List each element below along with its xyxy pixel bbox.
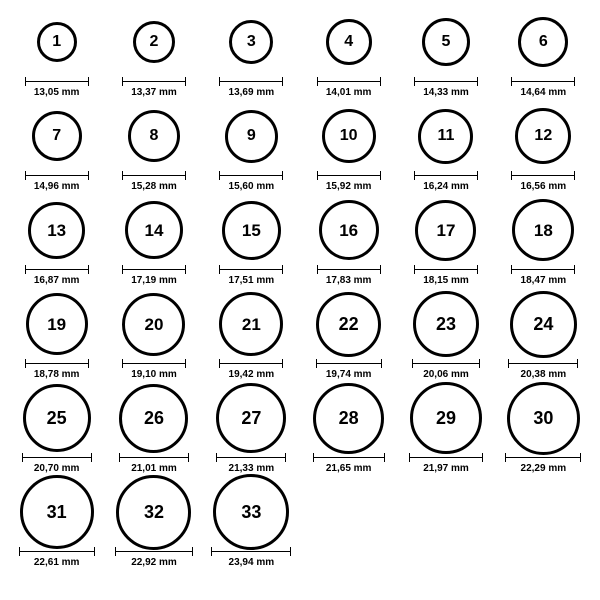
measure-line bbox=[511, 269, 575, 270]
ring-cell[interactable] bbox=[8, 480, 105, 574]
ring-size-label: 3 bbox=[246, 33, 256, 50]
ring-circle-wrap bbox=[415, 198, 476, 262]
ring-cell[interactable] bbox=[105, 10, 202, 104]
measure-tick-left bbox=[412, 359, 413, 368]
measure-tick-right bbox=[88, 265, 89, 274]
measure-line bbox=[122, 81, 186, 82]
ring-cell[interactable] bbox=[300, 292, 397, 386]
ring-circle bbox=[225, 110, 278, 163]
ring-size-label: 8 bbox=[149, 127, 159, 144]
ring-cell[interactable] bbox=[8, 10, 105, 104]
diameter-measure-bar bbox=[25, 171, 89, 180]
measure-line bbox=[414, 175, 478, 176]
measure-line bbox=[115, 551, 193, 552]
ring-size-label: 31 bbox=[46, 502, 67, 522]
ring-circle bbox=[133, 21, 175, 63]
ring-size-label: 13 bbox=[47, 220, 67, 240]
ring-size-label: 29 bbox=[435, 408, 456, 428]
ring-circle bbox=[410, 382, 482, 454]
ring-size-label: 2 bbox=[149, 33, 159, 50]
measure-line bbox=[511, 175, 575, 176]
measure-tick-left bbox=[219, 77, 220, 86]
measure-tick-right bbox=[477, 265, 478, 274]
measure-tick-right bbox=[88, 171, 89, 180]
measure-tick-right bbox=[574, 77, 575, 86]
measure-tick-left bbox=[25, 77, 26, 86]
ring-size-label: 14 bbox=[144, 220, 164, 240]
measure-tick-left bbox=[511, 265, 512, 274]
ring-size-label: 16 bbox=[339, 220, 359, 240]
measure-tick-right bbox=[185, 171, 186, 180]
measure-tick-left bbox=[409, 453, 410, 462]
measure-tick-right bbox=[185, 359, 186, 368]
diameter-label: 19,74 mm bbox=[325, 369, 372, 380]
diameter-measure-bar bbox=[414, 171, 478, 180]
measure-line bbox=[219, 363, 283, 364]
measure-line bbox=[505, 457, 581, 458]
ring-cell[interactable] bbox=[495, 104, 592, 198]
diameter-label: 17,83 mm bbox=[325, 275, 372, 286]
diameter-label: 19,42 mm bbox=[228, 369, 275, 380]
ring-circle-wrap bbox=[326, 10, 372, 74]
measure-tick-left bbox=[25, 359, 26, 368]
measure-tick-right bbox=[282, 171, 283, 180]
ring-circle-wrap bbox=[213, 480, 289, 544]
ring-circle-wrap bbox=[518, 10, 568, 74]
measure-line bbox=[409, 457, 483, 458]
ring-circle bbox=[20, 475, 94, 549]
ring-cell[interactable] bbox=[300, 10, 397, 104]
measure-tick-left bbox=[511, 171, 512, 180]
measure-line bbox=[316, 363, 382, 364]
diameter-measure-bar bbox=[511, 265, 575, 274]
measure-line bbox=[313, 457, 385, 458]
ring-circle bbox=[326, 19, 372, 65]
ring-circle bbox=[229, 20, 273, 64]
diameter-label: 15,60 mm bbox=[228, 181, 275, 192]
diameter-label: 21,33 mm bbox=[228, 463, 275, 474]
diameter-label: 20,70 mm bbox=[33, 463, 80, 474]
ring-cell[interactable] bbox=[300, 104, 397, 198]
ring-grid bbox=[8, 10, 592, 574]
diameter-label: 16,56 mm bbox=[520, 181, 567, 192]
diameter-label: 15,28 mm bbox=[131, 181, 177, 192]
diameter-measure-bar bbox=[316, 359, 382, 368]
ring-size-label: 7 bbox=[52, 127, 62, 144]
diameter-measure-bar bbox=[317, 171, 381, 180]
diameter-label: 15,92 mm bbox=[325, 181, 372, 192]
diameter-measure-bar bbox=[317, 77, 381, 86]
diameter-measure-bar bbox=[317, 265, 381, 274]
diameter-measure-bar bbox=[313, 453, 385, 462]
measure-tick-left bbox=[317, 265, 318, 274]
diameter-label: 14,01 mm bbox=[325, 87, 372, 98]
diameter-label: 18,78 mm bbox=[33, 369, 80, 380]
ring-size-label: 19 bbox=[47, 314, 67, 334]
ring-cell[interactable] bbox=[495, 292, 592, 386]
diameter-label: 16,24 mm bbox=[423, 181, 469, 192]
ring-cell[interactable] bbox=[495, 198, 592, 292]
ring-circle-wrap bbox=[37, 10, 77, 74]
ring-circle-wrap bbox=[225, 104, 278, 168]
ring-circle bbox=[216, 383, 286, 453]
measure-tick-right bbox=[380, 265, 381, 274]
measure-tick-left bbox=[211, 547, 212, 556]
diameter-label: 17,19 mm bbox=[131, 275, 177, 286]
measure-tick-right bbox=[282, 77, 283, 86]
measure-line bbox=[414, 269, 478, 270]
ring-circle-wrap bbox=[219, 292, 283, 356]
diameter-label: 16,87 mm bbox=[33, 275, 80, 286]
ring-circle bbox=[32, 111, 82, 161]
ring-circle-wrap bbox=[222, 198, 281, 262]
measure-tick-left bbox=[115, 547, 116, 556]
ring-size-label: 22 bbox=[338, 314, 359, 334]
diameter-measure-bar bbox=[115, 547, 193, 556]
ring-size-label: 6 bbox=[538, 33, 548, 50]
measure-tick-left bbox=[219, 359, 220, 368]
ring-size-label: 18 bbox=[533, 220, 553, 240]
measure-line bbox=[25, 81, 89, 82]
ring-size-label: 15 bbox=[241, 220, 261, 240]
ring-circle-wrap bbox=[116, 480, 191, 544]
diameter-label: 17,51 mm bbox=[228, 275, 275, 286]
diameter-measure-bar bbox=[122, 265, 186, 274]
diameter-measure-bar bbox=[22, 453, 92, 462]
diameter-measure-bar bbox=[25, 77, 89, 86]
measure-line bbox=[508, 363, 578, 364]
diameter-label: 21,65 mm bbox=[325, 463, 372, 474]
ring-circle bbox=[26, 293, 88, 355]
ring-cell[interactable] bbox=[203, 292, 300, 386]
ring-size-label: 23 bbox=[435, 314, 456, 334]
measure-line bbox=[414, 81, 478, 82]
diameter-measure-bar bbox=[412, 359, 480, 368]
measure-tick-left bbox=[119, 453, 120, 462]
ring-circle-wrap bbox=[119, 386, 188, 450]
ring-circle-wrap bbox=[128, 104, 180, 168]
measure-tick-right bbox=[574, 171, 575, 180]
ring-size-label: 1 bbox=[52, 33, 62, 50]
diameter-label: 21,01 mm bbox=[131, 463, 177, 474]
measure-tick-right bbox=[185, 77, 186, 86]
ring-cell[interactable] bbox=[397, 386, 494, 480]
diameter-label: 14,33 mm bbox=[423, 87, 469, 98]
ring-circle bbox=[415, 200, 476, 261]
ring-cell[interactable] bbox=[8, 292, 105, 386]
ring-circle bbox=[125, 201, 183, 259]
ring-size-label: 12 bbox=[534, 127, 553, 144]
measure-tick-left bbox=[122, 359, 123, 368]
measure-tick-left bbox=[122, 77, 123, 86]
diameter-label: 13,69 mm bbox=[228, 87, 275, 98]
ring-size-label: 10 bbox=[339, 127, 358, 144]
ring-size-label: 9 bbox=[246, 127, 256, 144]
ring-cell[interactable] bbox=[300, 198, 397, 292]
ring-cell[interactable] bbox=[105, 198, 202, 292]
ring-size-label: 28 bbox=[338, 408, 359, 428]
measure-tick-right bbox=[380, 77, 381, 86]
measure-line bbox=[119, 457, 189, 458]
measure-tick-right bbox=[384, 453, 385, 462]
ring-circle-wrap bbox=[322, 104, 376, 168]
ring-circle-wrap bbox=[20, 480, 94, 544]
ring-circle-wrap bbox=[515, 104, 571, 168]
ring-circle-wrap bbox=[512, 198, 574, 262]
measure-tick-right bbox=[91, 453, 92, 462]
diameter-measure-bar bbox=[219, 77, 283, 86]
measure-tick-right bbox=[574, 265, 575, 274]
ring-circle bbox=[515, 108, 571, 164]
ring-circle bbox=[213, 474, 289, 550]
ring-circle-wrap bbox=[229, 10, 273, 74]
ring-cell[interactable] bbox=[8, 104, 105, 198]
diameter-measure-bar bbox=[216, 453, 286, 462]
diameter-measure-bar bbox=[219, 171, 283, 180]
measure-tick-right bbox=[477, 171, 478, 180]
ring-circle-wrap bbox=[507, 386, 580, 450]
ring-circle bbox=[219, 292, 283, 356]
measure-tick-left bbox=[414, 77, 415, 86]
ring-circle-wrap bbox=[418, 104, 473, 168]
ring-circle bbox=[28, 202, 85, 259]
ring-circle bbox=[507, 382, 580, 455]
diameter-measure-bar bbox=[508, 359, 578, 368]
diameter-measure-bar bbox=[414, 265, 478, 274]
ring-size-label: 5 bbox=[441, 33, 451, 50]
ring-size-label: 33 bbox=[241, 502, 262, 522]
diameter-measure-bar bbox=[122, 359, 186, 368]
ring-cell[interactable] bbox=[495, 386, 592, 480]
measure-tick-right bbox=[94, 547, 95, 556]
diameter-measure-bar bbox=[25, 359, 89, 368]
measure-tick-left bbox=[25, 171, 26, 180]
measure-line bbox=[317, 81, 381, 82]
ring-circle-wrap bbox=[319, 198, 379, 262]
diameter-measure-bar bbox=[409, 453, 483, 462]
measure-tick-left bbox=[25, 265, 26, 274]
ring-circle bbox=[119, 384, 188, 453]
measure-tick-left bbox=[219, 171, 220, 180]
ring-size-label: 17 bbox=[436, 220, 456, 240]
measure-tick-left bbox=[122, 171, 123, 180]
ring-cell[interactable] bbox=[105, 480, 202, 574]
measure-tick-right bbox=[482, 453, 483, 462]
diameter-measure-bar bbox=[119, 453, 189, 462]
measure-line bbox=[412, 363, 480, 364]
ring-circle-wrap bbox=[510, 292, 577, 356]
measure-tick-right bbox=[88, 359, 89, 368]
ring-circle bbox=[316, 292, 381, 357]
ring-circle-wrap bbox=[125, 198, 183, 262]
diameter-label: 13,37 mm bbox=[131, 87, 177, 98]
ring-cell[interactable] bbox=[203, 480, 300, 574]
measure-tick-left bbox=[216, 453, 217, 462]
ring-cell[interactable] bbox=[495, 10, 592, 104]
ring-circle-wrap bbox=[32, 104, 82, 168]
measure-tick-right bbox=[285, 453, 286, 462]
ring-circle bbox=[222, 201, 281, 260]
measure-tick-left bbox=[19, 547, 20, 556]
ring-cell[interactable] bbox=[105, 386, 202, 480]
measure-tick-left bbox=[122, 265, 123, 274]
diameter-label: 18,47 mm bbox=[520, 275, 567, 286]
measure-line bbox=[211, 551, 291, 552]
measure-line bbox=[122, 269, 186, 270]
measure-line bbox=[25, 269, 89, 270]
ring-cell[interactable] bbox=[300, 386, 397, 480]
diameter-measure-bar bbox=[511, 77, 575, 86]
ring-size-label: 24 bbox=[533, 314, 554, 334]
ring-size-label: 21 bbox=[241, 314, 261, 334]
ring-cell[interactable] bbox=[203, 198, 300, 292]
ring-circle bbox=[413, 291, 479, 357]
ring-circle-wrap bbox=[23, 386, 91, 450]
diameter-measure-bar bbox=[219, 359, 283, 368]
diameter-label: 19,10 mm bbox=[131, 369, 177, 380]
ring-circle bbox=[116, 475, 191, 550]
ring-circle bbox=[122, 293, 185, 356]
ring-cell[interactable] bbox=[203, 104, 300, 198]
measure-line bbox=[216, 457, 286, 458]
diameter-label: 23,94 mm bbox=[228, 557, 275, 568]
ring-size-label: 25 bbox=[46, 408, 67, 428]
ring-size-label: 4 bbox=[344, 33, 354, 50]
ring-cell[interactable] bbox=[105, 292, 202, 386]
measure-line bbox=[317, 269, 381, 270]
ring-size-label: 32 bbox=[143, 502, 164, 522]
ring-circle-wrap bbox=[413, 292, 479, 356]
measure-tick-right bbox=[188, 453, 189, 462]
measure-line bbox=[317, 175, 381, 176]
measure-tick-left bbox=[508, 359, 509, 368]
measure-line bbox=[25, 363, 89, 364]
ring-circle-wrap bbox=[28, 198, 85, 262]
ring-circle-wrap bbox=[216, 386, 286, 450]
measure-line bbox=[219, 269, 283, 270]
diameter-label: 14,96 mm bbox=[33, 181, 80, 192]
diameter-measure-bar bbox=[219, 265, 283, 274]
measure-tick-right bbox=[290, 547, 291, 556]
measure-tick-left bbox=[317, 171, 318, 180]
ring-circle bbox=[518, 17, 568, 67]
measure-tick-left bbox=[317, 77, 318, 86]
diameter-measure-bar bbox=[414, 77, 478, 86]
ring-size-label: 11 bbox=[437, 127, 455, 144]
measure-line bbox=[219, 81, 283, 82]
measure-tick-right bbox=[380, 171, 381, 180]
ring-circle-wrap bbox=[122, 292, 185, 356]
measure-line bbox=[25, 175, 89, 176]
measure-tick-right bbox=[282, 265, 283, 274]
measure-tick-left bbox=[219, 265, 220, 274]
diameter-measure-bar bbox=[211, 547, 291, 556]
ring-cell[interactable] bbox=[397, 104, 494, 198]
ring-cell[interactable] bbox=[105, 104, 202, 198]
measure-tick-left bbox=[505, 453, 506, 462]
ring-circle bbox=[422, 18, 470, 66]
measure-tick-right bbox=[282, 359, 283, 368]
diameter-label: 22,29 mm bbox=[520, 463, 567, 474]
ring-circle bbox=[322, 109, 376, 163]
measure-tick-right bbox=[381, 359, 382, 368]
measure-tick-left bbox=[22, 453, 23, 462]
ring-cell[interactable] bbox=[397, 198, 494, 292]
ring-circle-wrap bbox=[422, 10, 470, 74]
measure-line bbox=[19, 551, 95, 552]
diameter-label: 18,15 mm bbox=[423, 275, 469, 286]
ring-cell[interactable] bbox=[397, 292, 494, 386]
ring-cell[interactable] bbox=[8, 386, 105, 480]
measure-tick-right bbox=[479, 359, 480, 368]
diameter-measure-bar bbox=[122, 77, 186, 86]
diameter-measure-bar bbox=[122, 171, 186, 180]
ring-circle bbox=[128, 110, 180, 162]
ring-circle-wrap bbox=[410, 386, 482, 450]
diameter-label: 22,92 mm bbox=[131, 557, 177, 568]
measure-tick-left bbox=[316, 359, 317, 368]
ring-cell[interactable] bbox=[397, 10, 494, 104]
diameter-label: 13,05 mm bbox=[33, 87, 80, 98]
measure-tick-right bbox=[577, 359, 578, 368]
measure-tick-left bbox=[414, 171, 415, 180]
measure-tick-right bbox=[88, 77, 89, 86]
ring-circle bbox=[319, 200, 379, 260]
measure-tick-right bbox=[192, 547, 193, 556]
measure-line bbox=[122, 175, 186, 176]
measure-tick-right bbox=[185, 265, 186, 274]
diameter-measure-bar bbox=[505, 453, 581, 462]
ring-size-label: 26 bbox=[143, 408, 164, 428]
measure-tick-left bbox=[313, 453, 314, 462]
ring-circle bbox=[23, 384, 91, 452]
ring-cell[interactable] bbox=[8, 198, 105, 292]
ring-circle-wrap bbox=[316, 292, 381, 356]
measure-line bbox=[219, 175, 283, 176]
diameter-label: 14,64 mm bbox=[520, 87, 567, 98]
ring-cell[interactable] bbox=[203, 386, 300, 480]
ring-circle bbox=[512, 199, 574, 261]
ring-circle bbox=[418, 109, 473, 164]
diameter-label: 20,38 mm bbox=[520, 369, 567, 380]
ring-circle-wrap bbox=[26, 292, 88, 356]
ring-circle bbox=[313, 383, 384, 454]
ring-size-label: 30 bbox=[533, 408, 554, 428]
ring-cell[interactable] bbox=[203, 10, 300, 104]
measure-line bbox=[122, 363, 186, 364]
measure-tick-left bbox=[511, 77, 512, 86]
diameter-label: 21,97 mm bbox=[423, 463, 469, 474]
diameter-label: 22,61 mm bbox=[33, 557, 80, 568]
ring-size-label: 27 bbox=[241, 408, 262, 428]
ring-circle-wrap bbox=[313, 386, 384, 450]
ring-size-label: 20 bbox=[144, 314, 164, 334]
ring-circle bbox=[510, 291, 577, 358]
measure-line bbox=[511, 81, 575, 82]
measure-line bbox=[22, 457, 92, 458]
ring-circle-wrap bbox=[133, 10, 175, 74]
diameter-measure-bar bbox=[511, 171, 575, 180]
measure-tick-right bbox=[477, 77, 478, 86]
diameter-measure-bar bbox=[19, 547, 95, 556]
measure-tick-right bbox=[580, 453, 581, 462]
diameter-label: 20,06 mm bbox=[423, 369, 469, 380]
ring-circle bbox=[37, 22, 77, 62]
measure-tick-left bbox=[414, 265, 415, 274]
diameter-measure-bar bbox=[25, 265, 89, 274]
